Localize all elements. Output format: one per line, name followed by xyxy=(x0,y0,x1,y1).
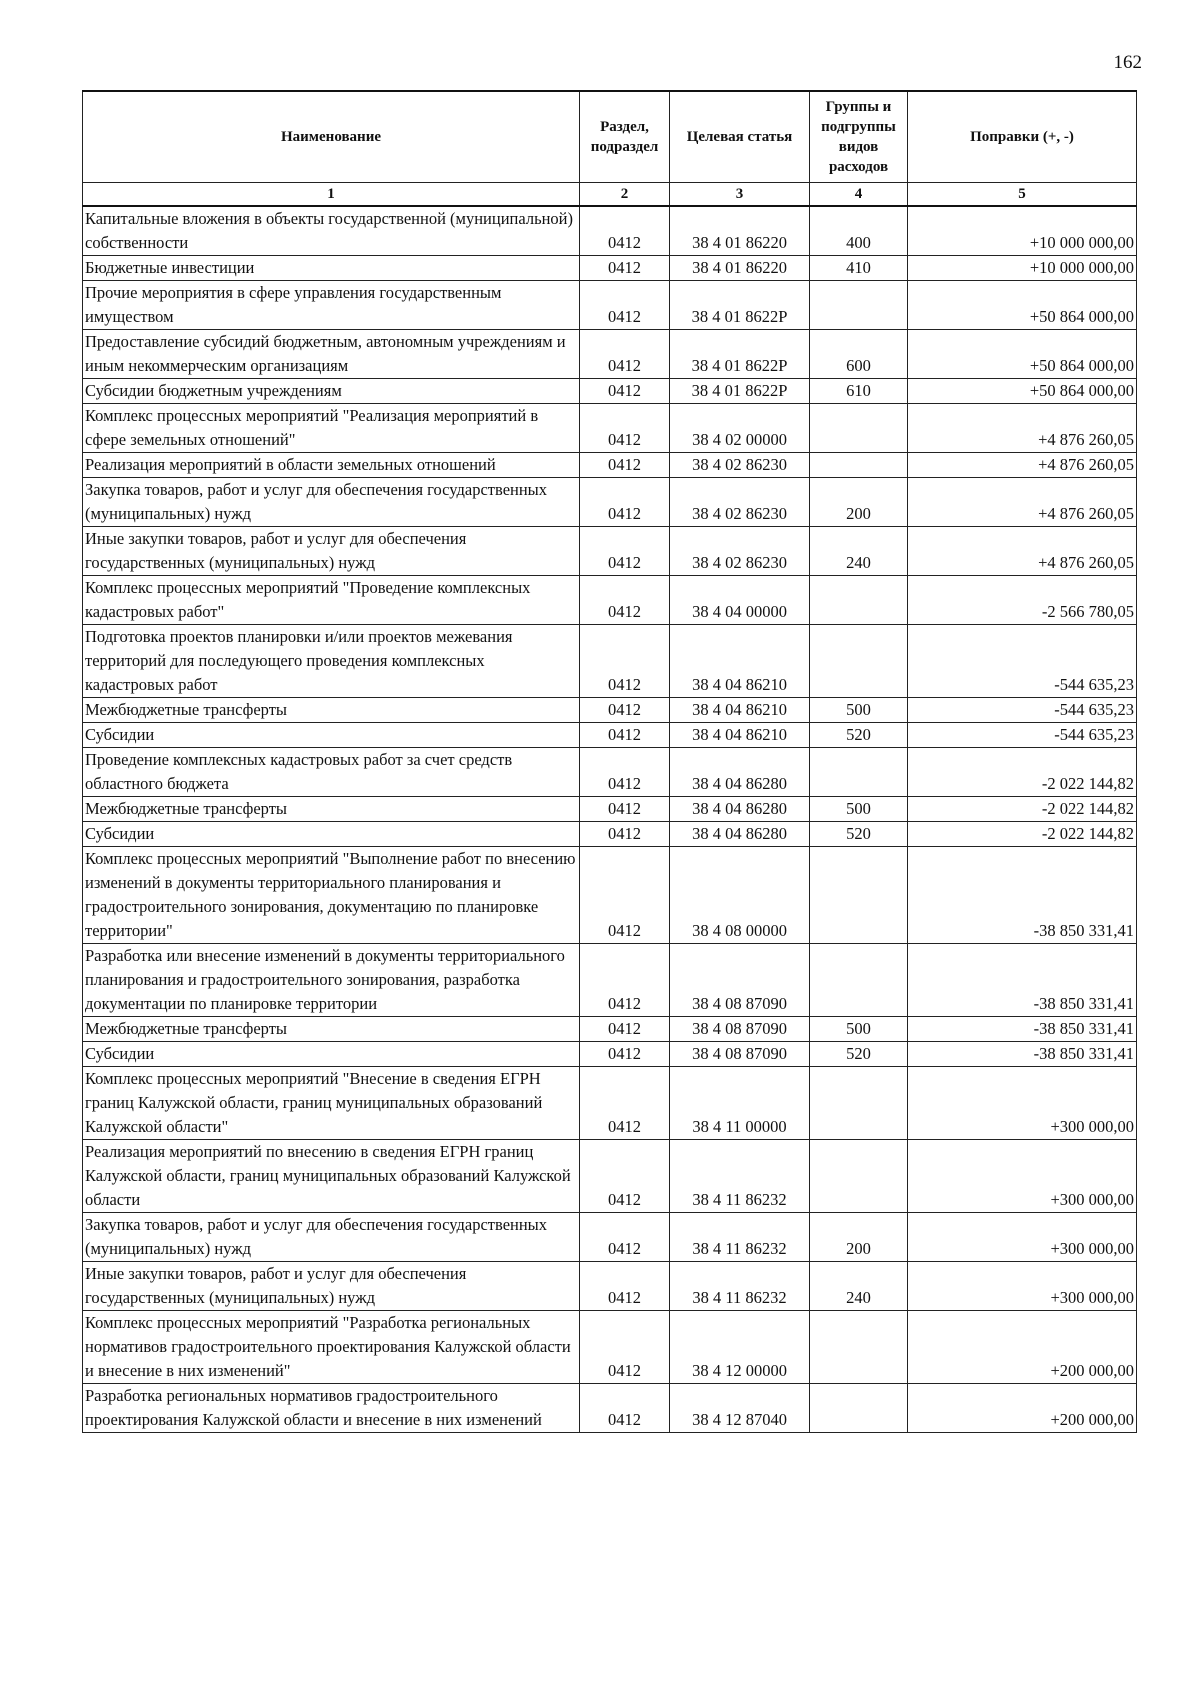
row-group xyxy=(810,625,908,698)
column-number: 1 xyxy=(83,183,580,207)
row-article: 38 4 11 86232 xyxy=(670,1140,810,1213)
row-name: Межбюджетные трансферты xyxy=(83,698,580,723)
row-group: 240 xyxy=(810,527,908,576)
header-amendments: Поправки (+, -) xyxy=(908,91,1137,183)
table-row xyxy=(83,1384,1137,1433)
row-group: 410 xyxy=(810,256,908,281)
row-section: 0412 xyxy=(580,1140,670,1213)
row-group xyxy=(810,404,908,453)
row-section: 0412 xyxy=(580,1213,670,1262)
header-name: Наименование xyxy=(83,91,580,183)
row-name: Закупка товаров, работ и услуг для обеспечения государственных (муниципальных) нужд xyxy=(83,478,580,527)
row-name: Субсидии бюджетным учреждениям xyxy=(83,379,580,404)
row-article: 38 4 04 86280 xyxy=(670,822,810,847)
row-article: 38 4 04 86280 xyxy=(670,748,810,797)
row-article: 38 4 02 86230 xyxy=(670,453,810,478)
row-name: Реализация мероприятий по внесению в сведения ЕГРН границ Калужской области, границ муниципальных образований Калужской области xyxy=(83,1140,580,1213)
row-article: 38 4 08 00000 xyxy=(670,847,810,944)
row-section: 0412 xyxy=(580,1067,670,1140)
row-group xyxy=(810,944,908,1017)
row-name: Комплекс процессных мероприятий "Выполнение работ по внесению изменений в документы территориального планирования и градостроительного зонирования, документацию по планировке территории" xyxy=(83,847,580,944)
row-group: 520 xyxy=(810,723,908,748)
row-section: 0412 xyxy=(580,748,670,797)
table-row xyxy=(83,797,1137,822)
row-article: 38 4 01 8622Р xyxy=(670,379,810,404)
row-group: 500 xyxy=(810,698,908,723)
row-group xyxy=(810,1384,908,1433)
row-article: 38 4 04 86210 xyxy=(670,698,810,723)
row-amount: +4 876 260,05 xyxy=(908,453,1137,478)
row-article: 38 4 01 86220 xyxy=(670,206,810,256)
table-row xyxy=(83,1213,1137,1262)
page-number: 162 xyxy=(1113,52,1142,73)
row-amount: -38 850 331,41 xyxy=(908,944,1137,1017)
row-group: 500 xyxy=(810,1017,908,1042)
row-section: 0412 xyxy=(580,379,670,404)
row-article: 38 4 08 87090 xyxy=(670,1042,810,1067)
row-article: 38 4 04 00000 xyxy=(670,576,810,625)
row-group: 600 xyxy=(810,330,908,379)
row-amount: -38 850 331,41 xyxy=(908,1017,1137,1042)
table-row xyxy=(83,847,1137,944)
row-section: 0412 xyxy=(580,797,670,822)
row-section: 0412 xyxy=(580,1384,670,1433)
row-name: Проведение комплексных кадастровых работ за счет средств областного бюджета xyxy=(83,748,580,797)
row-amount: -544 635,23 xyxy=(908,625,1137,698)
row-name: Межбюджетные трансферты xyxy=(83,797,580,822)
row-section: 0412 xyxy=(580,847,670,944)
row-group xyxy=(810,281,908,330)
row-section: 0412 xyxy=(580,822,670,847)
row-group xyxy=(810,1311,908,1384)
row-amount: -544 635,23 xyxy=(908,723,1137,748)
row-section: 0412 xyxy=(580,625,670,698)
row-name: Комплекс процессных мероприятий "Реализация мероприятий в сфере земельных отношений" xyxy=(83,404,580,453)
row-name: Разработка или внесение изменений в документы территориального планирования и градостроительного зонирования, разработка документации по планировке территории xyxy=(83,944,580,1017)
table-row xyxy=(83,1140,1137,1213)
row-section: 0412 xyxy=(580,576,670,625)
row-amount: +300 000,00 xyxy=(908,1140,1137,1213)
row-article: 38 4 11 00000 xyxy=(670,1067,810,1140)
table-row xyxy=(83,404,1137,453)
row-amount: +200 000,00 xyxy=(908,1384,1137,1433)
row-group: 240 xyxy=(810,1262,908,1311)
row-group: 520 xyxy=(810,822,908,847)
table-body xyxy=(83,206,1137,1433)
row-article: 38 4 11 86232 xyxy=(670,1213,810,1262)
table-row xyxy=(83,748,1137,797)
row-amount: +10 000 000,00 xyxy=(908,256,1137,281)
row-amount: +300 000,00 xyxy=(908,1213,1137,1262)
column-number: 5 xyxy=(908,183,1137,207)
row-group: 400 xyxy=(810,206,908,256)
row-name: Прочие мероприятия в сфере управления государственным имуществом xyxy=(83,281,580,330)
table-row xyxy=(83,723,1137,748)
table-header-row xyxy=(83,91,1137,183)
row-amount: +4 876 260,05 xyxy=(908,404,1137,453)
row-name: Предоставление субсидий бюджетным, автономным учреждениям и иным некоммерческим организациям xyxy=(83,330,580,379)
row-name: Капитальные вложения в объекты государственной (муниципальной) собственности xyxy=(83,206,580,256)
row-article: 38 4 02 00000 xyxy=(670,404,810,453)
column-number: 4 xyxy=(810,183,908,207)
row-group: 520 xyxy=(810,1042,908,1067)
row-name: Закупка товаров, работ и услуг для обеспечения государственных (муниципальных) нужд xyxy=(83,1213,580,1262)
row-name: Комплекс процессных мероприятий "Проведение комплексных кадастровых работ" xyxy=(83,576,580,625)
table-row xyxy=(83,256,1137,281)
row-name: Комплекс процессных мероприятий "Внесение в сведения ЕГРН границ Калужской области, границ муниципальных образований Калужской области" xyxy=(83,1067,580,1140)
row-amount: +4 876 260,05 xyxy=(908,527,1137,576)
row-group xyxy=(810,453,908,478)
row-amount: +10 000 000,00 xyxy=(908,206,1137,256)
row-section: 0412 xyxy=(580,330,670,379)
row-group xyxy=(810,748,908,797)
row-group: 500 xyxy=(810,797,908,822)
row-group xyxy=(810,1140,908,1213)
row-group: 200 xyxy=(810,478,908,527)
row-name: Реализация мероприятий в области земельных отношений xyxy=(83,453,580,478)
header-groups: Группы и подгруппы видов расходов xyxy=(810,91,908,183)
row-section: 0412 xyxy=(580,206,670,256)
row-amount: -544 635,23 xyxy=(908,698,1137,723)
row-name: Разработка региональных нормативов градостроительного проектирования Калужской области и внесение в них изменений xyxy=(83,1384,580,1433)
column-number-row xyxy=(83,183,1137,207)
row-article: 38 4 01 8622Р xyxy=(670,330,810,379)
table-row xyxy=(83,1042,1137,1067)
table-row xyxy=(83,527,1137,576)
row-article: 38 4 08 87090 xyxy=(670,1017,810,1042)
row-group xyxy=(810,1067,908,1140)
row-article: 38 4 01 86220 xyxy=(670,256,810,281)
table-row xyxy=(83,1067,1137,1140)
row-section: 0412 xyxy=(580,453,670,478)
row-section: 0412 xyxy=(580,1017,670,1042)
table-row xyxy=(83,1262,1137,1311)
table-row xyxy=(83,944,1137,1017)
row-name: Бюджетные инвестиции xyxy=(83,256,580,281)
table-row xyxy=(83,576,1137,625)
row-amount: -2 022 144,82 xyxy=(908,822,1137,847)
row-section: 0412 xyxy=(580,478,670,527)
row-group: 610 xyxy=(810,379,908,404)
row-section: 0412 xyxy=(580,698,670,723)
row-section: 0412 xyxy=(580,944,670,1017)
row-article: 38 4 04 86280 xyxy=(670,797,810,822)
column-number: 3 xyxy=(670,183,810,207)
row-name: Иные закупки товаров, работ и услуг для обеспечения государственных (муниципальных) нужд xyxy=(83,527,580,576)
row-amount: -2 566 780,05 xyxy=(908,576,1137,625)
row-amount: +50 864 000,00 xyxy=(908,281,1137,330)
table-row xyxy=(83,453,1137,478)
row-amount: +300 000,00 xyxy=(908,1067,1137,1140)
table-row xyxy=(83,698,1137,723)
row-section: 0412 xyxy=(580,256,670,281)
row-section: 0412 xyxy=(580,527,670,576)
row-amount: +4 876 260,05 xyxy=(908,478,1137,527)
row-name: Субсидии xyxy=(83,1042,580,1067)
row-name: Комплекс процессных мероприятий "Разработка региональных нормативов градостроительного проектирования Калужской области и внесение в них изменений" xyxy=(83,1311,580,1384)
column-number: 2 xyxy=(580,183,670,207)
table-row xyxy=(83,330,1137,379)
row-amount: +50 864 000,00 xyxy=(908,330,1137,379)
row-article: 38 4 11 86232 xyxy=(670,1262,810,1311)
header-section: Раздел, подраздел xyxy=(580,91,670,183)
row-amount: +200 000,00 xyxy=(908,1311,1137,1384)
row-name: Иные закупки товаров, работ и услуг для обеспечения государственных (муниципальных) нужд xyxy=(83,1262,580,1311)
row-section: 0412 xyxy=(580,1311,670,1384)
table-row xyxy=(83,206,1137,256)
table-row xyxy=(83,822,1137,847)
row-group: 200 xyxy=(810,1213,908,1262)
row-name: Межбюджетные трансферты xyxy=(83,1017,580,1042)
table-row xyxy=(83,281,1137,330)
row-group xyxy=(810,576,908,625)
row-amount: -38 850 331,41 xyxy=(908,1042,1137,1067)
row-article: 38 4 02 86230 xyxy=(670,527,810,576)
row-amount: +300 000,00 xyxy=(908,1262,1137,1311)
row-article: 38 4 02 86230 xyxy=(670,478,810,527)
row-section: 0412 xyxy=(580,1042,670,1067)
table-row xyxy=(83,1311,1137,1384)
header-article: Целевая статья xyxy=(670,91,810,183)
row-section: 0412 xyxy=(580,281,670,330)
table-row xyxy=(83,478,1137,527)
table-row xyxy=(83,379,1137,404)
row-section: 0412 xyxy=(580,404,670,453)
row-article: 38 4 08 87090 xyxy=(670,944,810,1017)
row-name: Субсидии xyxy=(83,822,580,847)
row-article: 38 4 01 8622Р xyxy=(670,281,810,330)
row-name: Субсидии xyxy=(83,723,580,748)
row-section: 0412 xyxy=(580,1262,670,1311)
table-row xyxy=(83,1017,1137,1042)
row-amount: +50 864 000,00 xyxy=(908,379,1137,404)
row-article: 38 4 12 87040 xyxy=(670,1384,810,1433)
row-article: 38 4 04 86210 xyxy=(670,723,810,748)
row-name: Подготовка проектов планировки и/или проектов межевания территорий для последующего проведения комплексных кадастровых работ xyxy=(83,625,580,698)
row-article: 38 4 04 86210 xyxy=(670,625,810,698)
row-section: 0412 xyxy=(580,723,670,748)
row-amount: -38 850 331,41 xyxy=(908,847,1137,944)
row-amount: -2 022 144,82 xyxy=(908,748,1137,797)
row-group xyxy=(810,847,908,944)
row-article: 38 4 12 00000 xyxy=(670,1311,810,1384)
row-amount: -2 022 144,82 xyxy=(908,797,1137,822)
table-row xyxy=(83,625,1137,698)
budget-amendments-table xyxy=(82,90,1137,1433)
